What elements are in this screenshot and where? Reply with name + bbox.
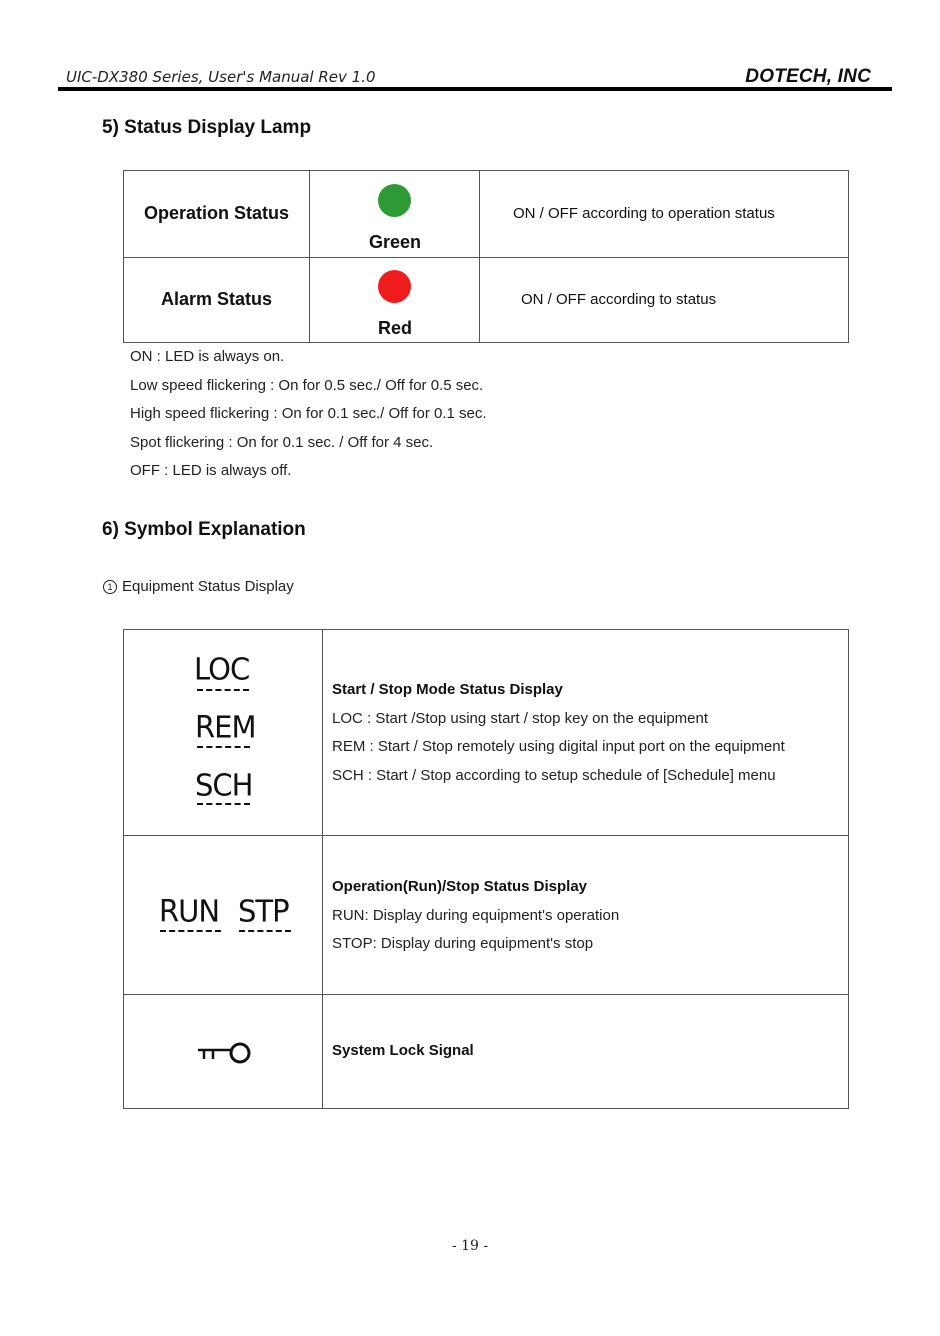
lcd-symbol-run: RUN xyxy=(159,893,220,929)
symbol-table xyxy=(123,629,849,1109)
company-name: DOTECH, INC xyxy=(745,66,871,87)
symbol-description-line: REM : Start / Stop remotely using digital input port on the equipment xyxy=(332,738,785,755)
lamp-note: Spot flickering : On for 0.1 sec. / Off for 4 sec. xyxy=(130,434,434,451)
lamp-note: Low speed flickering : On for 0.5 sec./ Off for 0.5 sec. xyxy=(130,377,484,394)
lamp-color-name: Green xyxy=(368,232,422,252)
lamp-row-alarm xyxy=(124,257,848,343)
symbol-description-line: RUN: Display during equipment's operation xyxy=(332,906,620,924)
lcd-symbol-loc: LOC xyxy=(194,651,250,687)
lcd-underline xyxy=(197,803,250,805)
lamp-note: High speed flickering : On for 0.1 sec./ Off for 0.1 sec. xyxy=(130,405,487,422)
manual-title: UIC-DX380 Series, User's Manual Rev 1.0 xyxy=(66,68,376,86)
lcd-underline xyxy=(197,746,250,748)
lcd-underline xyxy=(197,689,249,691)
key-icon xyxy=(196,1041,254,1067)
lamp-description: ON / OFF according to operation status xyxy=(513,205,775,222)
lamp-note: ON : LED is always on. xyxy=(130,348,285,365)
lamp-note: OFF : LED is always off. xyxy=(130,462,292,479)
symbol-description-line: SCH : Start / Stop according to setup schedule of [Schedule] menu xyxy=(332,766,776,784)
table-divider xyxy=(479,171,480,342)
symbol-description xyxy=(332,873,619,959)
subheading-text: Equipment Status Display xyxy=(122,578,294,595)
lcd-symbol-rem: REM xyxy=(195,709,256,745)
lcd-symbol-sch: SCH xyxy=(195,767,253,803)
symbol-row-run-stop xyxy=(124,836,848,995)
table-divider xyxy=(322,630,323,1108)
lcd-symbol-stp: STP xyxy=(238,893,289,929)
section-title-symbol-explanation: 6) Symbol Explanation xyxy=(102,519,306,540)
green-lamp-icon xyxy=(378,184,411,217)
symbol-description-title: Operation(Run)/Stop Status Display xyxy=(332,878,588,895)
status-lamp-table xyxy=(123,170,849,343)
symbol-description-line: LOC : Start /Stop using start / stop key on the equipment xyxy=(332,709,709,727)
subheading-equipment-status xyxy=(103,578,294,595)
lamp-row-operation xyxy=(124,171,848,258)
circled-number-icon: 1 xyxy=(103,580,117,594)
lamp-label: Operation Status xyxy=(143,203,290,223)
symbol-description xyxy=(332,676,785,790)
symbol-description xyxy=(332,1037,474,1066)
symbol-description-line: STOP: Display during equipment's stop xyxy=(332,935,594,952)
symbol-description-title: System Lock Signal xyxy=(332,1042,474,1059)
header-divider xyxy=(58,87,892,91)
symbol-row-mode xyxy=(124,630,848,836)
lamp-label: Alarm Status xyxy=(160,289,273,309)
section-title-status-lamp: 5) Status Display Lamp xyxy=(102,117,312,138)
page-number: - 19 - xyxy=(451,1238,489,1254)
table-divider xyxy=(309,171,310,342)
lamp-description: ON / OFF according to status xyxy=(521,291,717,308)
red-lamp-icon xyxy=(378,270,411,303)
symbol-row-lock xyxy=(124,995,848,1108)
lcd-underline xyxy=(160,930,221,932)
lcd-underline xyxy=(239,930,291,932)
symbol-description-title: Start / Stop Mode Status Display xyxy=(332,681,563,698)
lamp-color-name: Red xyxy=(377,318,412,338)
